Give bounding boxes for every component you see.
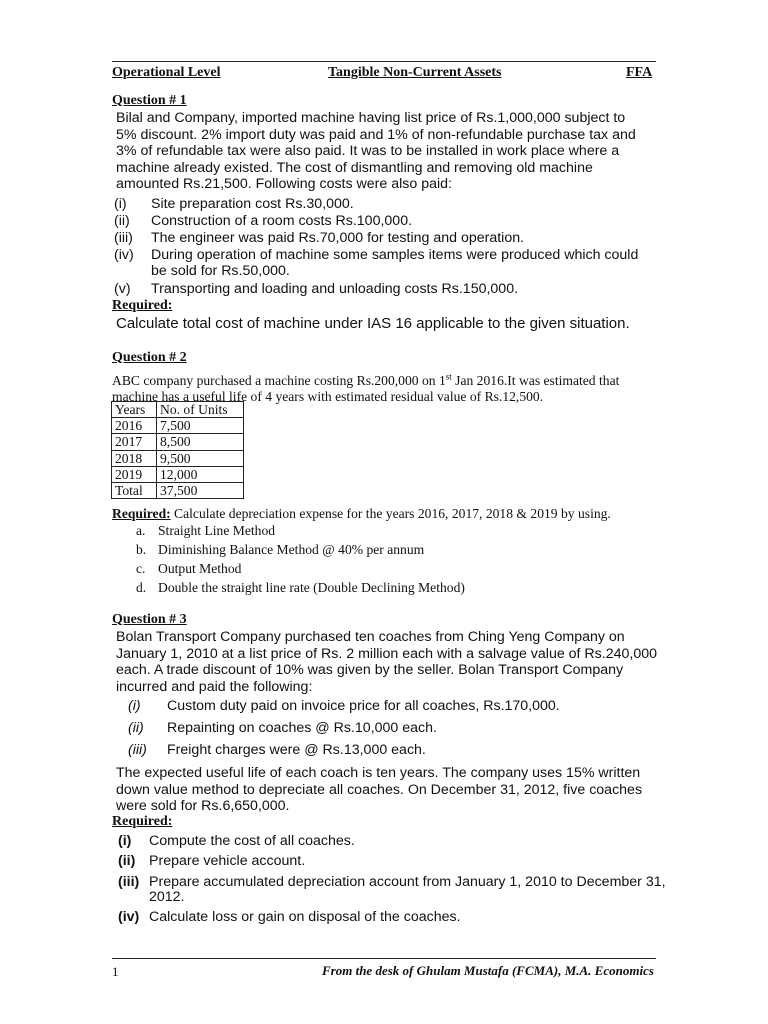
q2-line1-text: ABC company purchased a machine costing Rs.200,000 on 1st Jan 2016.It was estimated that <box>112 371 620 388</box>
q3-paragraph-2 <box>116 765 664 815</box>
units-table <box>111 401 244 499</box>
q3-item-number: (ii) <box>128 720 144 736</box>
q3-paragraph <box>116 629 664 695</box>
page-number: 1 <box>112 964 119 979</box>
q3-req-text: Calculate loss or gain on disposal of the coaches. <box>149 909 461 925</box>
q3-heading: Question # 3 <box>112 612 187 627</box>
q1-line: machine already existed. The cost of dismantling and removing old machine <box>116 159 593 176</box>
q1-item-text: Transporting and loading and unloading costs Rs.150,000. <box>151 281 519 297</box>
q2-paragraph <box>112 368 660 406</box>
q1-line: 5% discount. 2% import duty was paid and 1% of non-refundable purchase tax and <box>116 126 636 143</box>
table-header-cell: No. of Units <box>157 402 244 418</box>
q1-line: Bilal and Company, imported machine having list price of Rs.1,000,000 subject to <box>116 110 626 126</box>
q1-item-number: (i) <box>114 196 127 212</box>
table-cell: 2017 <box>112 434 157 450</box>
q2-methods-list <box>136 523 465 599</box>
q2-required-text: Calculate depreciation expense for the years 2016, 2017, 2018 & 2019 by using. <box>170 506 611 521</box>
q3-req-number: (i) <box>118 833 132 849</box>
q1-item-text: Construction of a room costs Rs.100,000. <box>151 213 413 229</box>
q2-line1 <box>112 368 660 389</box>
q3-item-text: Repainting on coaches @ Rs.10,000 each. <box>167 720 437 736</box>
q3-item-text: Custom duty paid on invoice price for all coaches, Rs.170,000. <box>167 698 560 714</box>
q1-item-text: The engineer was paid Rs.70,000 for testing and operation. <box>151 230 525 246</box>
table-cell: 9,500 <box>157 450 244 466</box>
table-row <box>112 450 244 466</box>
list-item-letter: b. <box>136 542 147 557</box>
q1-paragraph <box>116 110 656 193</box>
list-item-letter: a. <box>136 523 146 538</box>
q1-item-text: During operation of machine some samples items were produced which could <box>151 247 639 263</box>
table-row <box>112 466 244 482</box>
q2-required-line <box>112 506 660 523</box>
table-cell: 7,500 <box>157 418 244 434</box>
footer-credit: From the desk of Ghulam Mustafa (FCMA), M.A. Economics <box>322 963 654 978</box>
q3-req-number: (ii) <box>118 853 136 869</box>
q1-item-text: Site preparation cost Rs.30,000. <box>151 196 354 212</box>
table-row <box>112 482 244 498</box>
q3-req-text: Compute the cost of all coaches. <box>149 833 355 849</box>
q3-item-number: (i) <box>128 698 141 714</box>
list-item <box>136 523 465 542</box>
table-cell: 8,500 <box>157 434 244 450</box>
list-item-text: Diminishing Balance Method @ 40% per annum <box>158 542 425 557</box>
table-row <box>112 418 244 434</box>
q3-line: each. A trade discount of 10% was given by the seller. Bolan Transport Company <box>116 662 624 679</box>
q1-item-text-continued: be sold for Rs.50,000. <box>151 263 290 279</box>
q3-req-text-continued: 2012. <box>149 889 185 905</box>
q3-req-number: (iv) <box>118 909 140 925</box>
q3-req-number: (iii) <box>118 874 140 890</box>
list-item <box>136 561 465 580</box>
q3-req-text: Prepare accumulated depreciation account from January 1, 2010 to December 31, <box>149 874 666 890</box>
header-subject: FFA <box>626 65 653 80</box>
table-cell: 2016 <box>112 418 157 434</box>
list-item-letter: c. <box>136 561 146 576</box>
q3-line: January 1, 2010 at a list price of Rs. 2 million each with a salvage value of Rs.240,000 <box>116 645 658 662</box>
table-header-cell: Years <box>112 402 157 418</box>
table-cell: Total <box>112 482 157 498</box>
table-cell: 2018 <box>112 450 157 466</box>
list-item <box>136 580 465 599</box>
q1-required-text: Calculate total cost of machine under IAS 16 applicable to the given situation. <box>116 315 630 332</box>
table-cell: 37,500 <box>157 482 244 498</box>
header-topic: Tangible Non-Current Assets <box>328 65 502 80</box>
list-item-text: Output Method <box>158 561 242 576</box>
q3-line: were sold for Rs.6,650,000. <box>116 798 290 815</box>
q2-required-label: Required: <box>112 506 171 521</box>
header-level: Operational Level <box>112 65 221 80</box>
q1-required-label: Required: <box>112 298 173 313</box>
table-cell: 2019 <box>112 466 157 482</box>
q3-item-text: Freight charges were @ Rs.13,000 each. <box>167 742 426 758</box>
list-item-text: Double the straight line rate (Double Declining Method) <box>158 580 465 595</box>
q3-line: down value method to depreciate all coaches. On December 31, 2012, five coaches <box>116 781 643 798</box>
q2-line2: machine has a useful life of 4 years with estimated residual value of Rs.12,500. <box>112 389 544 405</box>
list-item-letter: d. <box>136 580 147 595</box>
q1-heading: Question # 1 <box>112 93 187 108</box>
q3-req-text: Prepare vehicle account. <box>149 853 306 869</box>
table-cell: 12,000 <box>157 466 244 482</box>
q3-line: incurred and paid the following: <box>116 678 313 695</box>
header-top-rule <box>112 61 656 62</box>
table-header-row <box>112 402 244 418</box>
footer-rule <box>112 958 656 959</box>
q1-item-number: (iii) <box>114 230 133 246</box>
q3-line: The expected useful life of each coach is ten years. The company uses 15% written <box>116 765 641 781</box>
q1-item-number: (ii) <box>114 213 130 229</box>
q1-line: 3% of refundable tax were also paid. It was to be installed in work place where a <box>116 143 620 160</box>
q3-item-number: (iii) <box>128 742 147 758</box>
q1-item-number: (v) <box>114 281 131 297</box>
q3-required-label: Required: <box>112 814 173 829</box>
q3-line: Bolan Transport Company purchased ten coaches from Ching Yeng Company on <box>116 629 625 645</box>
q1-item-number: (iv) <box>114 247 134 263</box>
list-item-text: Straight Line Method <box>158 523 276 538</box>
q1-line: amounted Rs.21,500. Following costs were also paid: <box>116 176 452 193</box>
list-item <box>136 542 465 561</box>
q2-heading: Question # 2 <box>112 350 187 365</box>
table-row <box>112 434 244 450</box>
